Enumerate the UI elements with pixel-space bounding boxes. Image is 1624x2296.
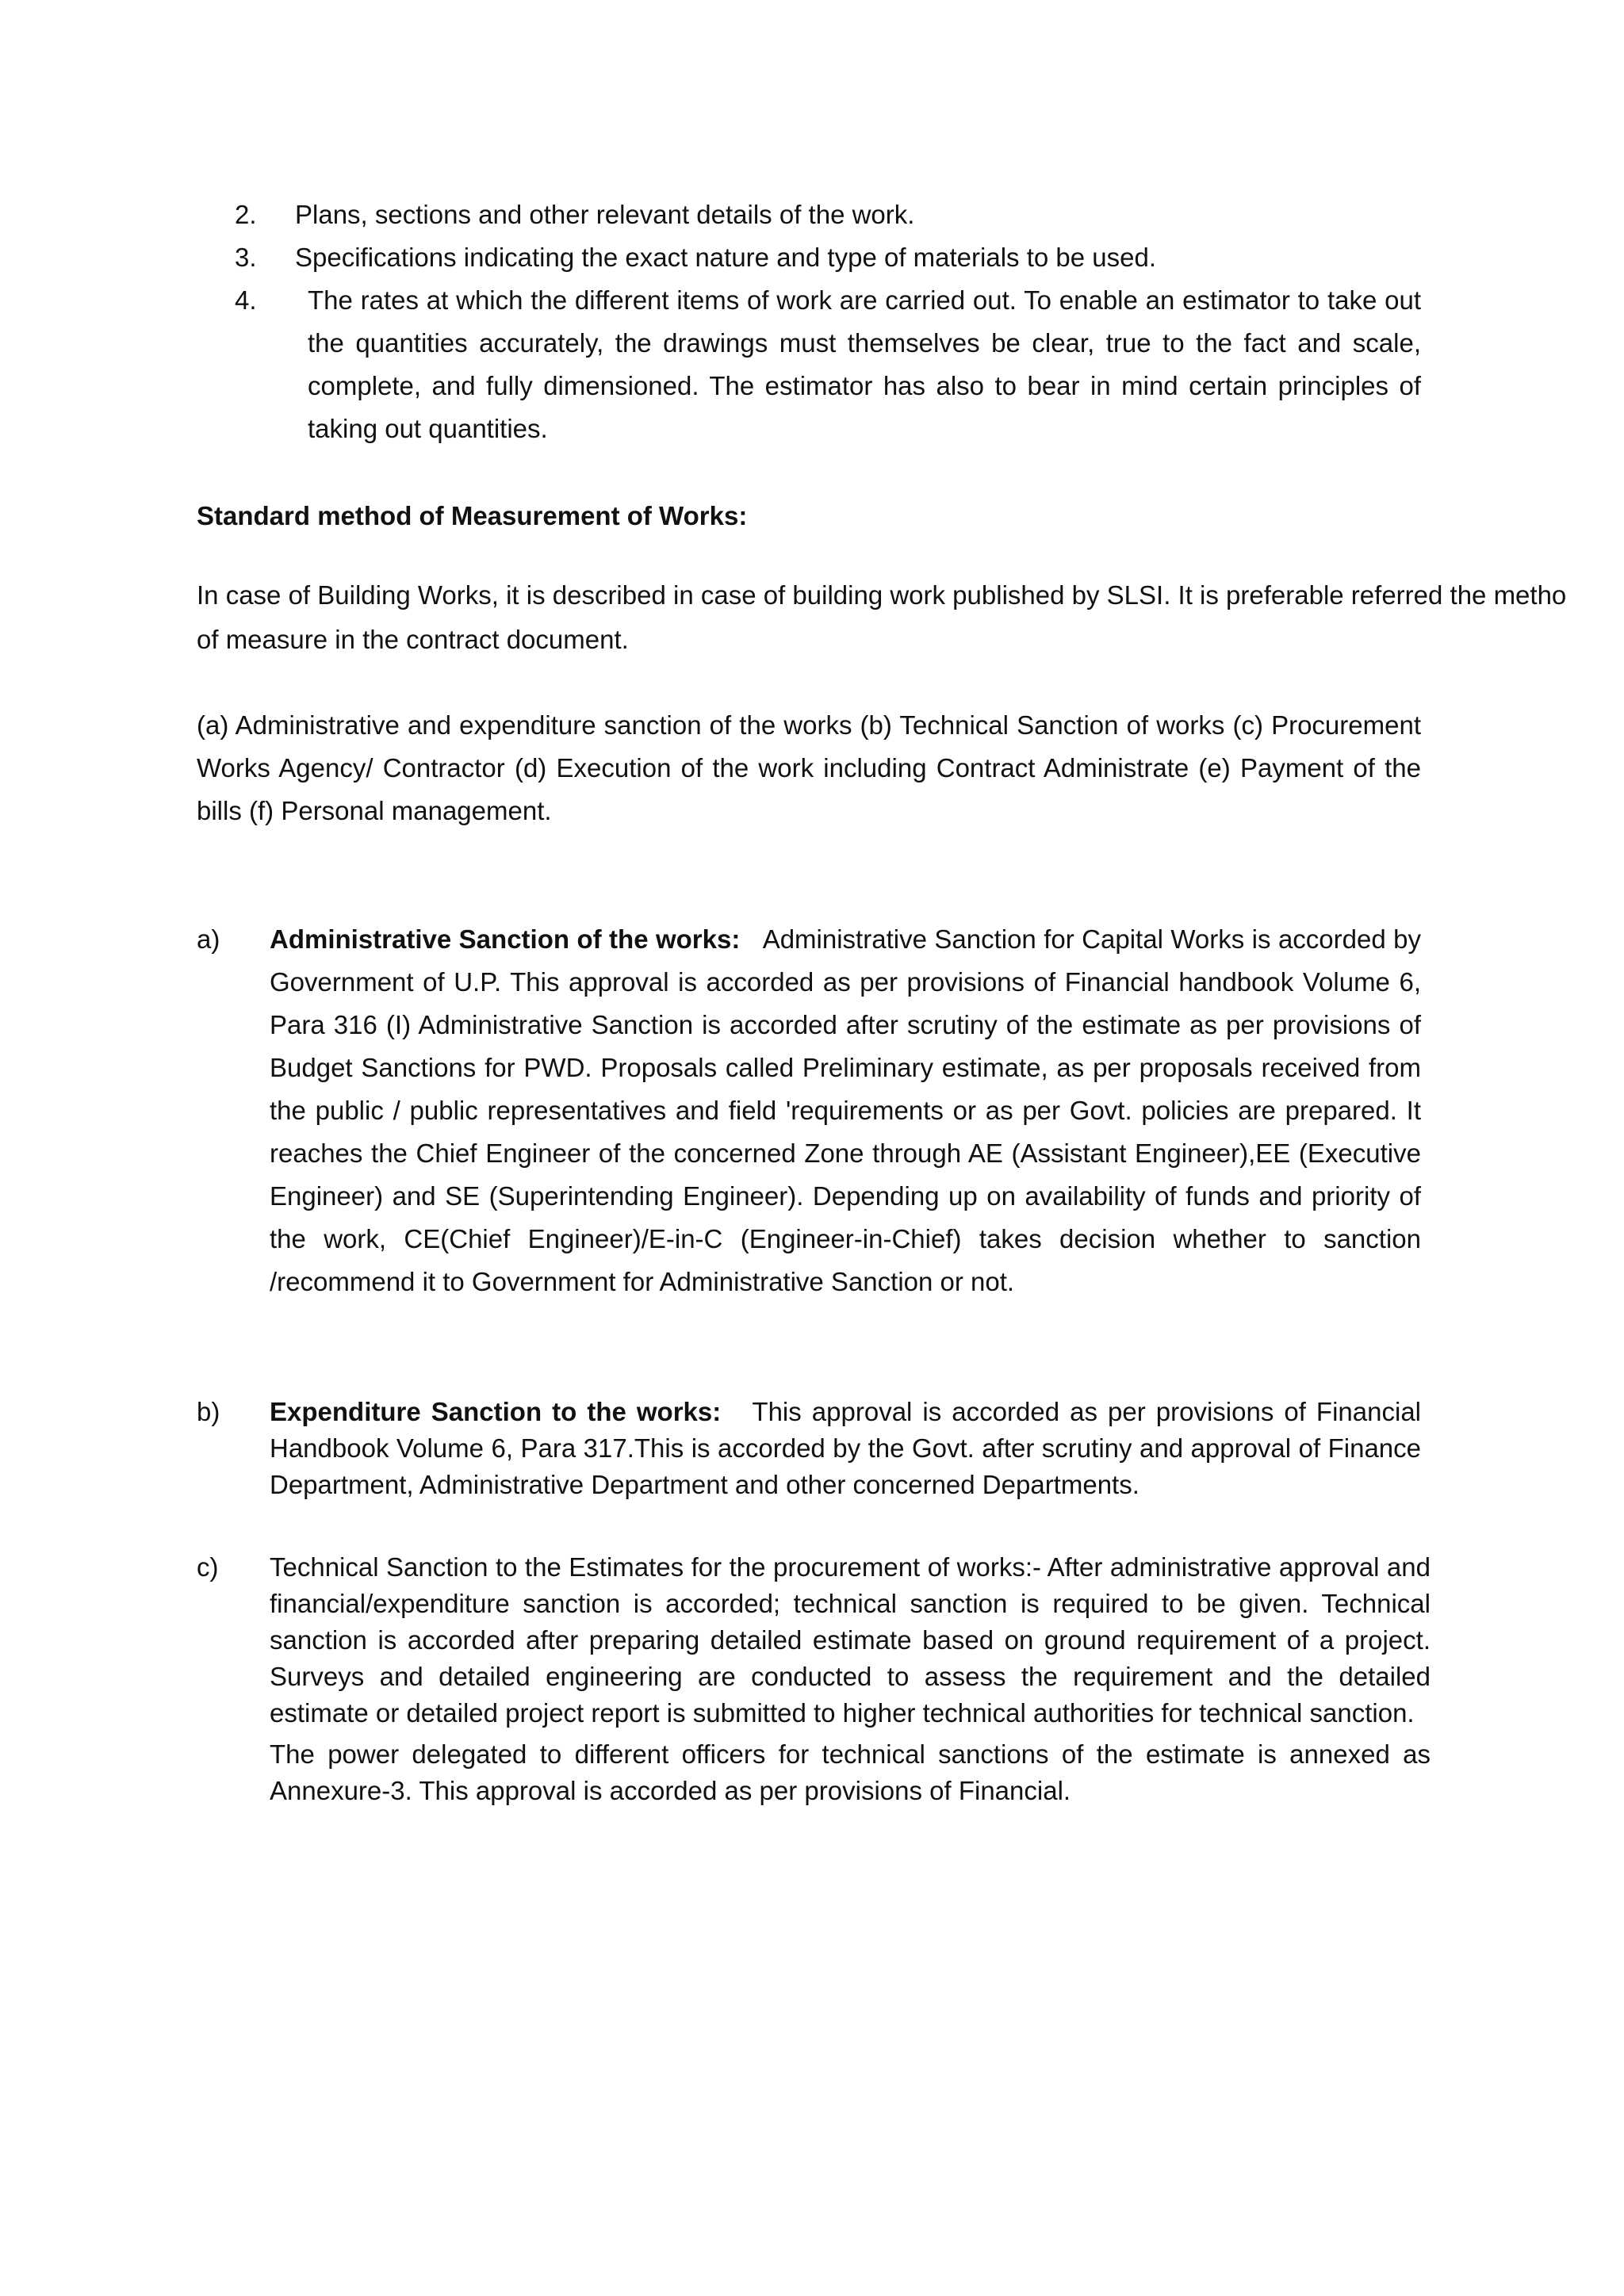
item-title: Expenditure Sanction to the works: <box>270 1397 722 1426</box>
item-text: Technical Sanction to the Estimates for the procurement of works:- After administrative approval and financial/expenditure sanction is accorded; technical sanction is required to be given. Technical sanction is accorded after preparing detailed estimate based on ground requirement of a project. Surveys and detailed engineering are conducted to assess the requirement and the detailed estimate or detailed project report is submitted to higher technical authorities for technical sanction. <box>270 1552 1431 1728</box>
list-number: 4. <box>235 285 257 315</box>
item-letter: a) <box>197 924 220 954</box>
item-text: Administrative Sanction for Capital Works is accorded by Government of U.P. This approval is accorded as per provisions of Financial handbook Volume 6, Para 316 (I) Administrative Sanction is accorded after scrutiny of the estimate as per provisions of Budget Sanctions for PWD. Proposals called Preliminary estimate, as per proposals received from the public / public representatives and field 'requirements or as per Govt. policies are prepared. It reaches the Chief Engineer of the concerned Zone through AE (Assistant Engineer),EE (Executive Engineer) and SE (Superintending Engineer). Depending up on availability of funds and priority of the work, CE(Chief Engineer)/E-in-C (Engineer-in-Chief) takes decision whether to sanction /recommend it to Government for Administrative Sanction or not. <box>270 924 1421 1296</box>
list-text: Plans, sections and other relevant details of the work. <box>295 200 915 229</box>
item-text-continued: The power delegated to different officers for technical sanctions of the estimate is annexed as Annexure-3. This approval is accorded as per provisions of Financial. <box>270 1739 1431 1805</box>
item-body <box>270 1394 1421 1503</box>
item-title: Administrative Sanction of the works: <box>270 924 741 954</box>
item-body <box>270 1549 1431 1809</box>
section-heading: Standard method of Measurement of Works: <box>197 501 748 530</box>
item-text: This approval is accorded as per provisions of Financial Handbook Volume 6, Para 317.This is accorded by the Govt. after scrutiny and approval of Finance Department, Administrative Department and other concerned Departments. <box>270 1397 1422 1499</box>
item-letter: c) <box>197 1552 219 1582</box>
stages-paragraph: (a) Administrative and expenditure sanction of the works (b) Technical Sanction of works (c) Procurement Works Agency/ Contractor (d) Execution of the work including Contract Administrate (e) Payment of the bills (f) Personal management. <box>197 710 1421 825</box>
building-works-line-1: In case of Building Works, it is described in case of building work published by SLSI. It is preferable referred the metho <box>197 580 1567 610</box>
list-text: The rates at which the different items of work are carried out. To enable an estimator to take out the quantities accurately, the drawings must themselves be clear, true to the fact and scale, complete, and fully dimensioned. The estimator has also to bear in mind certain principles of taking out quantities. <box>308 285 1421 443</box>
building-works-line-2: of measure in the contract document. <box>197 625 629 654</box>
list-number: 2. <box>235 200 257 229</box>
item-letter: b) <box>197 1397 220 1426</box>
list-number: 3. <box>235 243 257 272</box>
list-text: Specifications indicating the exact nature and type of materials to be used. <box>295 243 1156 272</box>
building-works-paragraph <box>197 574 1624 661</box>
item-body <box>270 918 1421 1303</box>
